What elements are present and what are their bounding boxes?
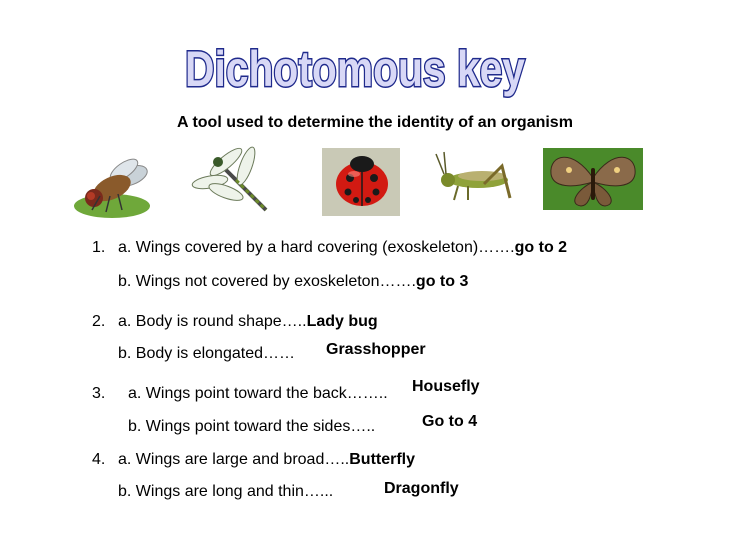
- page-title-text: Dichotomous key: [185, 41, 526, 97]
- step-2b-text: b. Body is elongated……: [118, 345, 295, 362]
- step-4a-text: a. Wings are large and broad…..: [118, 451, 350, 468]
- butterfly-icon: [543, 148, 643, 210]
- step-2a-text: a. Body is round shape…..: [118, 313, 307, 330]
- step-1b-result: go to 3: [415, 273, 469, 290]
- grasshopper-icon: [432, 148, 518, 208]
- step-1b-text: b. Wings not covered by exoskeleton…….: [118, 273, 416, 290]
- step-4a: [118, 451, 415, 469]
- step-3b-text: b. Wings point toward the sides…..: [128, 418, 376, 435]
- step-4-number: 4.: [92, 451, 106, 468]
- housefly-picture: [72, 148, 162, 218]
- step-1a: [118, 239, 567, 257]
- step-4b-result: Dragonfly: [384, 480, 459, 497]
- step-2b-result: Grasshopper: [326, 341, 426, 358]
- step-1-number: 1.: [92, 239, 106, 256]
- subtitle: A tool used to determine the identity of an organism: [177, 114, 573, 131]
- butterfly-picture: [543, 148, 643, 218]
- step-3-number: 3.: [92, 385, 106, 402]
- step-4a-result: Butterfly: [349, 451, 416, 468]
- grasshopper-picture: [432, 148, 518, 218]
- step-3a-result: Housefly: [412, 378, 480, 395]
- page-title: [175, 30, 535, 110]
- step-4b-text: b. Wings are long and thin…...: [118, 483, 334, 500]
- step-1a-result: go to 2: [514, 239, 568, 256]
- ladybug-icon: [322, 148, 400, 216]
- dragonfly-picture: [196, 148, 282, 218]
- housefly-icon: [72, 148, 162, 220]
- dragonfly-icon: [196, 148, 282, 218]
- step-3a-text: a. Wings point toward the back……..: [128, 385, 388, 402]
- step-1a-text: a. Wings covered by a hard covering (exoskeleton)…….: [118, 239, 515, 256]
- step-1b: [118, 273, 468, 291]
- step-3b-result: Go to 4: [422, 413, 478, 430]
- step-2a-result: Lady bug: [306, 313, 378, 330]
- step-2-number: 2.: [92, 313, 106, 330]
- step-2a: [118, 313, 378, 331]
- ladybug-picture: [322, 148, 400, 218]
